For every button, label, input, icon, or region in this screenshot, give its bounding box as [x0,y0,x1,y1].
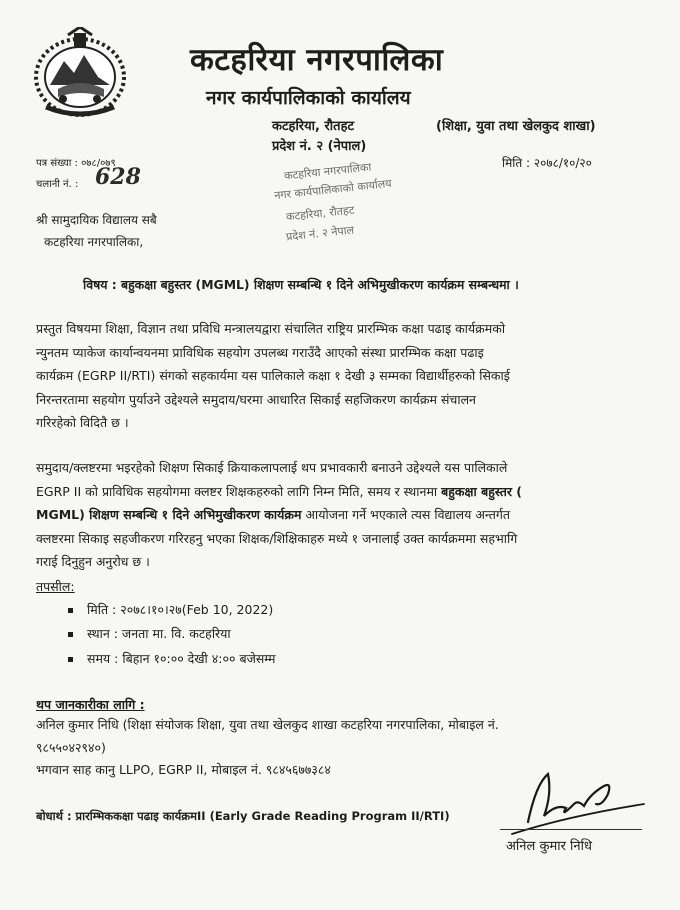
detail-item [68,650,276,667]
bullet-icon [68,632,73,637]
body-text: EGRP II को प्राविधिक सहयोगमा क्लष्टर शिक्षकहरुको लागि निम्न मिति, समय र स्थानमा [36,483,442,499]
address-line-2: प्रदेश नं. २ (नेपाल) [272,139,367,154]
stamp-line: नगर कार्यपालिकाको कार्यालय [273,176,393,203]
recipient-line-1: श्री सामुदायिक विद्यालय सबै [36,213,157,227]
stamp-line: प्रदेश नं. २ नेपाल [285,223,355,244]
bullet-icon [68,608,73,613]
body-line: प्रस्तुत विषयमा शिक्षा, विज्ञान तथा प्रविधि मन्त्रालयद्वारा संचालित राष्ट्रिय प्रारम्भिक कक्षा पढाइ कार्यक्रमको [36,321,506,336]
body-text-bold: बहुकक्षा बहुस्तर ( [441,483,523,499]
detail-text: समय : बिहान १०:०० देखी ४:०० बजेसम्म [87,651,276,666]
body-line [36,480,650,504]
address-line-1: कटहरिया, रौतहट [272,119,355,134]
body-paragraph-2 [36,456,650,574]
contact-heading: थप जानकारीका लागि : [36,697,145,712]
stamp-line: कटहरिया, रौतहट [285,203,355,224]
signature-rule [500,829,642,830]
signatory-name: अनिल कुमार निधि [506,839,592,854]
body-line: कार्यक्रम (EGRP II/RTI) संगको सहकार्यमा यस पालिकाले कक्षा १ देखी ३ सम्मका विद्यार्थीहरुको सिकाई [36,368,510,383]
contact-line-2: भगवान साह कानु LLPO, EGRP II, मोबाइल नं. ९८४५६७७३८४ [36,762,331,777]
letter-number: पत्र संख्या : ०७८/०७९ [36,158,116,169]
body-paragraph-1 [36,317,650,435]
office-stamp [270,150,400,250]
detail-item [68,625,231,642]
contact-line-1: अनिल कुमार निधि (शिक्षा संयोजक शिक्षा, युवा तथा खेलकुद शाखा कटहरिया नगरपालिका, मोबाइल नं. [36,717,499,732]
body-line: क्लष्टरमा सिकाइ सहजीकरण गरिरहनु भएका शिक्षक/शिक्षिकाहरु मध्ये १ जनालाई उक्त कार्यक्रममा सहभागि [36,530,518,546]
body-text-bold: MGML) शिक्षण सम्बन्धि १ दिने अभिमुखीकरण कार्यक्रम [36,507,302,522]
body-line [36,503,650,527]
body-line: गरिरहेको विदितै छ । [36,415,129,430]
carbon-copy-line: बोधार्थ : प्रारम्भिककक्षा पढाइ कार्यक्रमII (Early Grade Reading Program II/RTI) [36,809,450,823]
detail-item [68,601,273,618]
body-line: गराई दिनुहुन अनुरोध छ । [36,554,150,569]
stamp-line: कटहरिया नगरपालिका [283,160,372,183]
dispatch-number-handwritten: 628 [95,164,141,190]
body-line: न्युनतम प्याकेज कार्यान्वयनमा प्राविधिक सहयोग उपलब्ध गराउँदै आएको संस्था प्रारम्भिक कक्षा पढाइ [36,344,484,360]
contact-line-1-continued: ९८५५०४२९४०) [36,740,106,755]
subject-line: विषय : बहुकक्षा बहुस्तर (MGML) शिक्षण सम्बन्धि १ दिने अभिमुखीकरण कार्यक्रम सम्बन्धमा । [83,277,519,292]
office-name: नगर कार्यपालिकाको कार्यालय [206,87,411,109]
nepal-emblem-icon [28,27,132,119]
detail-text: स्थान : जनता मा. वि. कटहरिया [87,626,231,641]
bullet-icon [68,657,73,662]
organization-name: कटहरिया नगरपालिका [190,42,444,78]
letter-date: मिति : २०७८/१०/२० [502,156,592,170]
detail-text: मिति : २०७८।१०।२७(Feb 10, 2022) [87,602,274,617]
body-text: आयोजना गर्ने भएकाले त्यस विद्यालय अन्तर्गत [301,507,511,522]
details-heading: तपसील: [36,579,75,594]
signature-icon [508,764,648,844]
body-line: समुदाय/क्लष्टरमा भइरहेको शिक्षण सिकाई क्रियाकलापलाई थप प्रभावकारी बनाउने उद्देश्यले यस पालिकाले [36,460,508,475]
body-line: निरन्तरतामा सहयोग पुर्याउने उद्देश्यले समुदाय/घरमा आधारित सिकाई सहजिकरण कार्यक्रम संचालन [36,391,476,407]
dispatch-number-label: चलानी नं. : [36,179,79,190]
branch-name: (शिक्षा, युवा तथा खेलकुद शाखा) [436,119,596,134]
recipient-line-2: कटहरिया नगरपालिका, [44,235,144,249]
